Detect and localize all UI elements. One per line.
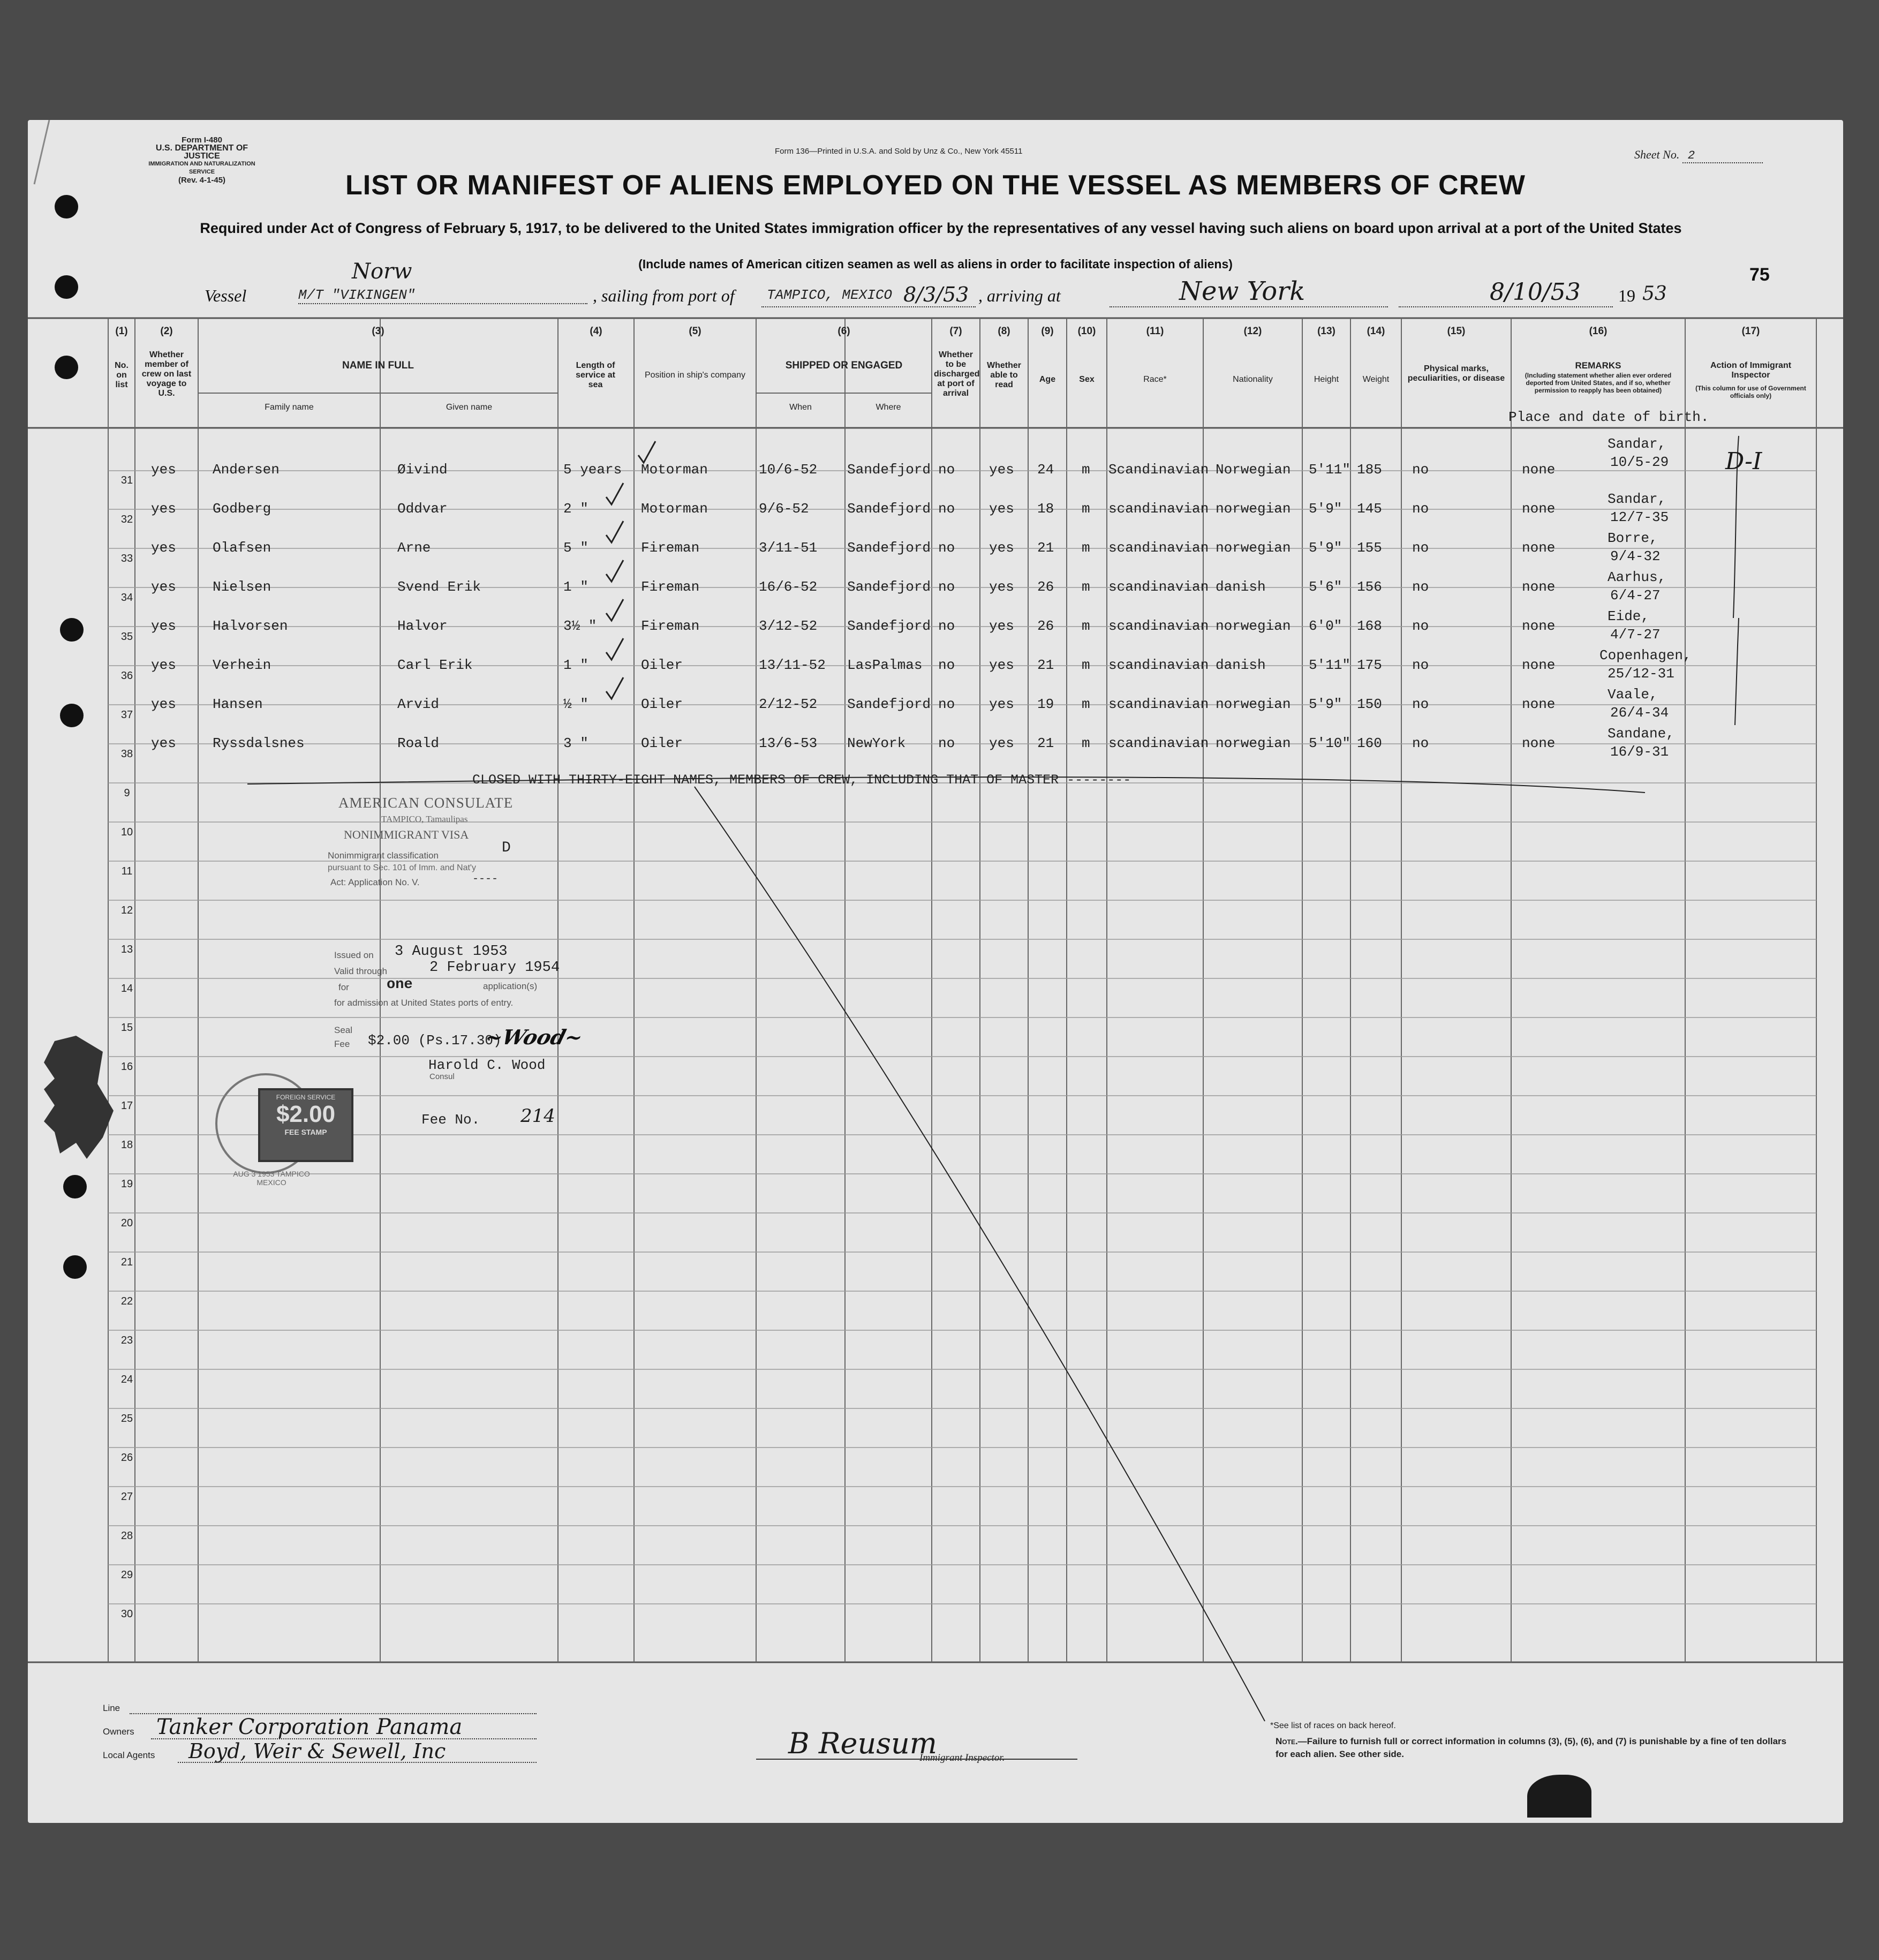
birth-date: 25/12-31 [1608,666,1674,682]
shipped-when: 3/11-51 [759,540,818,556]
given-name: Oddvar [397,501,448,517]
note-label: Note. [1276,1736,1298,1746]
valid-label: Valid through [334,966,387,976]
sailing-label: , sailing from port of [593,286,735,305]
able-read: yes [989,696,1014,712]
weight: 160 [1357,735,1382,751]
able-read: yes [989,501,1014,517]
header-race: Race* [1143,375,1167,384]
header-nationality: Nationality [1233,375,1273,384]
family-name: Verhein [213,657,271,673]
shipped-when: 13/6-53 [759,735,818,751]
col-num-10: (10) [1077,326,1096,337]
row-number: 25 [120,1413,133,1424]
discharged: no [938,462,955,478]
list-number: 32 [120,514,133,525]
seal-label: Seal [334,1025,353,1035]
header-remarks-note: (Including statement whether alien ever ordered deported from United States, and if so, whether permission to reapply has been obtained) [1525,372,1672,394]
sex: m [1082,735,1090,751]
header-name-in-full: NAME IN FULL [342,360,414,371]
birth-place: Sandar, [1608,436,1666,452]
sheet-number: 2 [1682,149,1763,163]
sex: m [1082,462,1090,478]
agency-name: U.S. DEPARTMENT OF JUSTICE [155,144,248,161]
year-prefix: 19 [1618,286,1635,305]
arriving-label: , arriving at [978,286,1061,305]
given-name: Roald [397,735,440,751]
discharged: no [938,540,955,556]
race: scandinavian [1108,579,1209,595]
position: Motorman [641,462,708,478]
row-number: 15 [120,1022,133,1034]
prior-voyage: yes [151,735,176,751]
service-length: 5 years [563,462,622,478]
height: 6'0" [1309,618,1342,634]
header-weight: Weight [1362,375,1390,384]
row-number: 20 [120,1217,133,1229]
service-length: ½ " [563,696,588,712]
service-length: 3½ " [563,618,597,634]
race: scandinavian [1108,657,1209,673]
discharged: no [938,618,955,634]
prior-voyage: yes [151,501,176,517]
row-number: 27 [120,1491,133,1503]
age: 24 [1037,462,1054,478]
row-number: 26 [120,1452,133,1464]
service-length: 5 " [563,540,588,556]
header-discharged: Whether to be discharged at port of arrival [934,350,980,398]
fee-stamp [258,1088,353,1162]
sex: m [1082,618,1090,634]
birth-date: 9/4-32 [1610,548,1661,564]
sex: m [1082,501,1090,517]
shipped-where: Sandefjord [847,501,931,517]
agents-value: Boyd, Weir & Sewell, Inc [188,1739,446,1763]
list-number: 38 [120,748,133,760]
height: 5'11" [1309,462,1351,478]
consul-title: Consul [429,1072,455,1081]
col-num-17: (17) [1741,326,1760,337]
position: Motorman [641,501,708,517]
application-number: ---- [472,873,499,885]
position: Oiler [641,696,683,712]
birth-place: Eide, [1608,608,1650,624]
birth-place: Copenhagen, [1599,647,1692,664]
round-stamp-text: AUG 3 1953 TAMPICO MEXICO [233,1170,310,1187]
list-number: 37 [120,709,133,721]
race: scandinavian [1108,618,1209,634]
year-value: 53 [1642,283,1667,305]
given-name: Carl Erik [397,657,473,673]
race: scandinavian [1108,696,1209,712]
col-num-5: (5) [689,326,701,337]
header-where: Where [876,403,901,412]
discharged: no [938,579,955,595]
col-num-14: (14) [1367,326,1385,337]
physical-marks: no [1412,462,1429,478]
shipped-when: 16/6-52 [759,579,818,595]
fee-label: Fee [334,1039,350,1049]
row-number: 12 [120,904,133,916]
birth-place: Borre, [1608,530,1658,546]
owners-value: Tanker Corporation Panama [156,1715,463,1739]
torn-paper-edge [39,1030,124,1164]
age: 21 [1037,540,1054,556]
list-number: 34 [120,592,133,604]
prior-voyage: yes [151,657,176,673]
nationality: norwegian [1216,696,1291,712]
given-name: Halvor [397,618,448,634]
able-read: yes [989,462,1014,478]
row-number: 11 [121,865,133,877]
height: 5'9" [1309,696,1342,712]
given-name: Arne [397,540,431,556]
admission-text: for admission at United States ports of entry. [334,998,514,1008]
weight: 156 [1357,579,1382,595]
fee-stamp-bottom: FEE STAMP [284,1128,327,1136]
remarks: none [1522,540,1556,556]
col-num-3: (3) [372,326,384,337]
fee-stamp-value: $2.00 [276,1101,336,1127]
fee-value: $2.00 (Ps.17.30) [368,1032,502,1049]
discharged: no [938,696,955,712]
race: scandinavian [1108,540,1209,556]
position: Fireman [641,540,700,556]
service-length: 1 " [563,657,588,673]
header-given-name: Given name [446,403,493,412]
header-inspector-action: Action of Immigrant Inspector [1710,361,1792,380]
birth-date: 16/9-31 [1610,744,1669,760]
classification-value: D [502,840,511,856]
row-number: 28 [120,1530,133,1542]
row-number: 10 [120,826,133,838]
header-birth-note: Place and date of birth. [1508,409,1709,425]
weight: 155 [1357,540,1382,556]
race: scandinavian [1108,501,1209,517]
sex: m [1082,540,1090,556]
page-title: LIST OR MANIFEST OF ALIENS EMPLOYED ON THE VESSEL AS MEMBERS OF CREW [345,170,1526,201]
shipped-where: NewYork [847,735,906,751]
position: Fireman [641,618,700,634]
sailing-date: 8/3/53 [903,283,969,306]
col-num-9: (9) [1041,326,1054,337]
birth-date: 4/7-27 [1610,627,1661,643]
weight: 175 [1357,657,1382,673]
col-num-8: (8) [998,326,1010,337]
nationality: danish [1216,579,1266,595]
service-name: IMMIGRATION AND NATURALIZATION SERVICE [148,161,255,175]
height: 5'6" [1309,579,1342,595]
list-number: 36 [120,670,133,682]
able-read: yes [989,735,1014,751]
include-note: (Include names of American citizen seamen as well as aliens in order to facilitate inspection of aliens) [638,257,1233,271]
consul-name: Harold C. Wood [428,1057,546,1073]
header-sex: Sex [1079,375,1095,384]
row-number: 16 [120,1061,133,1073]
row-number: 24 [120,1374,133,1385]
shipped-where: Sandefjord [847,462,931,478]
consulate-city: TAMPICO, Tamaulipas [381,814,468,824]
ink-blot [1527,1775,1591,1818]
family-name: Halvorsen [213,618,288,634]
col-num-15: (15) [1447,326,1466,337]
fee-number-label: Fee No. [421,1112,480,1128]
row-number: 22 [120,1295,133,1307]
shipped-where: Sandefjord [847,540,931,556]
prior-voyage: yes [151,618,176,634]
age: 18 [1037,501,1054,517]
form-number: Form I-480 [182,135,222,145]
row-number: 17 [120,1100,133,1112]
position: Oiler [641,657,683,673]
family-name: Olafsen [213,540,271,556]
birth-date: 10/5-29 [1610,454,1669,470]
race: Scandinavian [1108,462,1209,478]
col-num-1: (1) [115,326,128,337]
family-name: Hansen [213,696,263,712]
birth-place: Sandar, [1608,491,1666,507]
inspector-signature: B Reusum [788,1727,937,1760]
header-height: Height [1314,375,1339,384]
remarks: none [1522,579,1556,595]
application-label: Act: Application No. V. [330,877,420,887]
able-read: yes [989,657,1014,673]
row-number: 9 [124,787,130,799]
sex: m [1082,579,1090,595]
valid-date: 2 February 1954 [429,960,560,976]
printer-line: Form 136—Printed in U.S.A. and Sold by Unz & Co., New York 45511 [775,147,1023,156]
discharged: no [938,735,955,751]
family-name: Nielsen [213,579,271,595]
prior-voyage: yes [151,696,176,712]
form-revision: (Rev. 4-1-45) [178,176,226,185]
weight: 145 [1357,501,1382,517]
age: 21 [1037,735,1054,751]
given-name: Arvid [397,696,440,712]
arrival-port: New York [1179,276,1306,306]
header-length-service: Length of service at sea [576,361,615,389]
shipped-where: Sandefjord [847,579,931,595]
list-number: 33 [120,553,133,564]
header-shipped-engaged: SHIPPED OR ENGAGED [785,360,903,371]
col-num-11: (11) [1146,326,1164,337]
fee-stamp-top: FOREIGN SERVICE [276,1094,336,1101]
birth-date: 12/7-35 [1610,509,1669,525]
for-label: for [338,982,349,992]
prior-voyage: yes [151,579,176,595]
shipped-where: Sandefjord [847,696,931,712]
able-read: yes [989,618,1014,634]
subtitle: Required under Act of Congress of February 5, 1917, to be delivered to the United States immigration officer by the representatives of any vessel having such aliens on board upon arrival at a port of the United States [200,220,1682,236]
family-name: Andersen [213,462,280,478]
discharged: no [938,657,955,673]
shipped-when: 13/11-52 [759,657,826,673]
height: 5'10" [1309,735,1351,751]
sheet-label: Sheet No. [1634,148,1680,161]
discharged: no [938,501,955,517]
physical-marks: no [1412,501,1429,517]
nationality: norwegian [1216,501,1291,517]
sex: m [1082,696,1090,712]
row-number: 14 [120,983,133,994]
col-num-12: (12) [1243,326,1262,337]
physical-marks: no [1412,735,1429,751]
height: 5'9" [1309,501,1342,517]
nationality: norwegian [1216,735,1291,751]
shipped-where: LasPalmas [847,657,923,673]
shipped-when: 3/12-52 [759,618,818,634]
issued-date: 3 August 1953 [395,944,508,960]
vessel-label: Vessel [205,286,247,305]
nationality: norwegian [1216,540,1291,556]
weight: 168 [1357,618,1382,634]
header-family-name: Family name [265,403,314,412]
note-text: —Failure to furnish full or correct information in columns (3), (5), (6), and (7) is punishable by a fine of ten dollars for each alien. See other side. [1276,1736,1787,1759]
header-when: When [789,403,812,412]
prior-voyage: yes [151,540,176,556]
col-num-4: (4) [590,326,602,337]
physical-marks: no [1412,618,1429,634]
line-label: Line [103,1703,120,1713]
header-physical-marks: Physical marks, peculiarities, or disease [1407,364,1505,383]
header-age: Age [1039,375,1056,384]
row-number: 29 [120,1569,133,1581]
owners-label: Owners [103,1727,134,1737]
shipped-when: 2/12-52 [759,696,818,712]
applications-label: application(s) [483,981,538,991]
sex: m [1082,657,1090,673]
inspector-label: Immigrant Inspector. [919,1752,1005,1763]
age: 26 [1037,579,1054,595]
races-note: *See list of races on back hereof. [1270,1721,1396,1730]
col-num-13: (13) [1317,326,1335,337]
remarks: none [1522,696,1556,712]
nationality: Norwegian [1216,462,1291,478]
service-length: 3 " [563,735,588,751]
arrival-date: 8/10/53 [1490,278,1581,306]
service-length: 2 " [563,501,588,517]
header-able-read: Whether able to read [987,361,1021,389]
shipped-when: 9/6-52 [759,501,809,517]
remarks: none [1522,735,1556,751]
consul-signature: ~Wood~ [482,1025,586,1049]
agents-label: Local Agents [103,1750,155,1760]
classification-label: Nonimmigrant classification [328,850,439,861]
nationality: norwegian [1216,618,1291,634]
row-number: 13 [120,944,133,955]
physical-marks: no [1412,579,1429,595]
header-remarks: REMARKS [1575,360,1621,371]
position: Oiler [641,735,683,751]
family-name: Ryssdalsnes [213,735,305,751]
height: 5'9" [1309,540,1342,556]
able-read: yes [989,579,1014,595]
remarks: none [1522,618,1556,634]
page-mark: 75 [1749,265,1770,285]
closing-statement: CLOSED WITH THIRTY-EIGHT NAMES, MEMBERS OF CREW, INCLUDING THAT OF MASTER -------- [472,772,1131,788]
pursuant-text: pursuant to Sec. 101 of Imm. and Nat'y [328,863,476,872]
manifest-sheet [28,120,1843,1823]
birth-place: Vaale, [1608,687,1658,703]
age: 19 [1037,696,1054,712]
row-number: 23 [120,1335,133,1346]
able-read: yes [989,540,1014,556]
header-position: Position in ship's company [644,371,746,380]
family-name: Godberg [213,501,271,517]
weight: 150 [1357,696,1382,712]
list-number: 35 [120,631,133,643]
given-name: Svend Erik [397,579,481,595]
shipped-when: 10/6-52 [759,462,818,478]
position: Fireman [641,579,700,595]
row-number: 21 [120,1256,133,1268]
remarks: none [1522,462,1556,478]
col-num-2: (2) [160,326,173,337]
vessel-handwritten: Norw [352,259,412,284]
row-number: 19 [120,1178,133,1190]
service-length: 1 " [563,579,588,595]
fee-number: 214 [520,1105,555,1127]
age: 21 [1037,657,1054,673]
remarks: none [1522,501,1556,517]
list-number: 31 [120,474,133,486]
nationality: danish [1216,657,1266,673]
birth-date: 6/4-27 [1610,587,1661,604]
race: scandinavian [1108,735,1209,751]
age: 26 [1037,618,1054,634]
weight: 185 [1357,462,1382,478]
sailing-port: TAMPICO, MEXICO [767,287,893,303]
height: 5'11" [1309,657,1351,673]
visa-type: NONIMMIGRANT VISA [344,828,469,841]
prior-voyage: yes [151,462,176,478]
birth-date: 26/4-34 [1610,705,1669,721]
header-inspector-note: (This column for use of Government officials only) [1695,385,1806,399]
physical-marks: no [1412,540,1429,556]
vessel-name: M/T "VIKINGEN" [298,287,587,304]
consulate-name: AMERICAN CONSULATE [338,795,514,811]
application-count: one [387,977,413,993]
physical-marks: no [1412,657,1429,673]
birth-place: Aarhus, [1608,569,1666,585]
given-name: Øivind [397,462,448,478]
physical-marks: no [1412,696,1429,712]
col-num-16: (16) [1589,326,1608,337]
issued-label: Issued on [334,950,374,960]
shipped-where: Sandefjord [847,618,931,634]
col-num-7: (7) [949,326,962,337]
remarks: none [1522,657,1556,673]
row-number: 18 [120,1139,133,1151]
inspector-action-mark: D-I [1725,448,1762,475]
birth-place: Sandane, [1608,726,1674,742]
header-no-on-list: No. on list [115,361,129,389]
header-prior-voyage: Whether member of crew on last voyage to U.S. [141,350,192,398]
col-num-6: (6) [837,326,850,337]
row-number: 30 [120,1608,133,1620]
